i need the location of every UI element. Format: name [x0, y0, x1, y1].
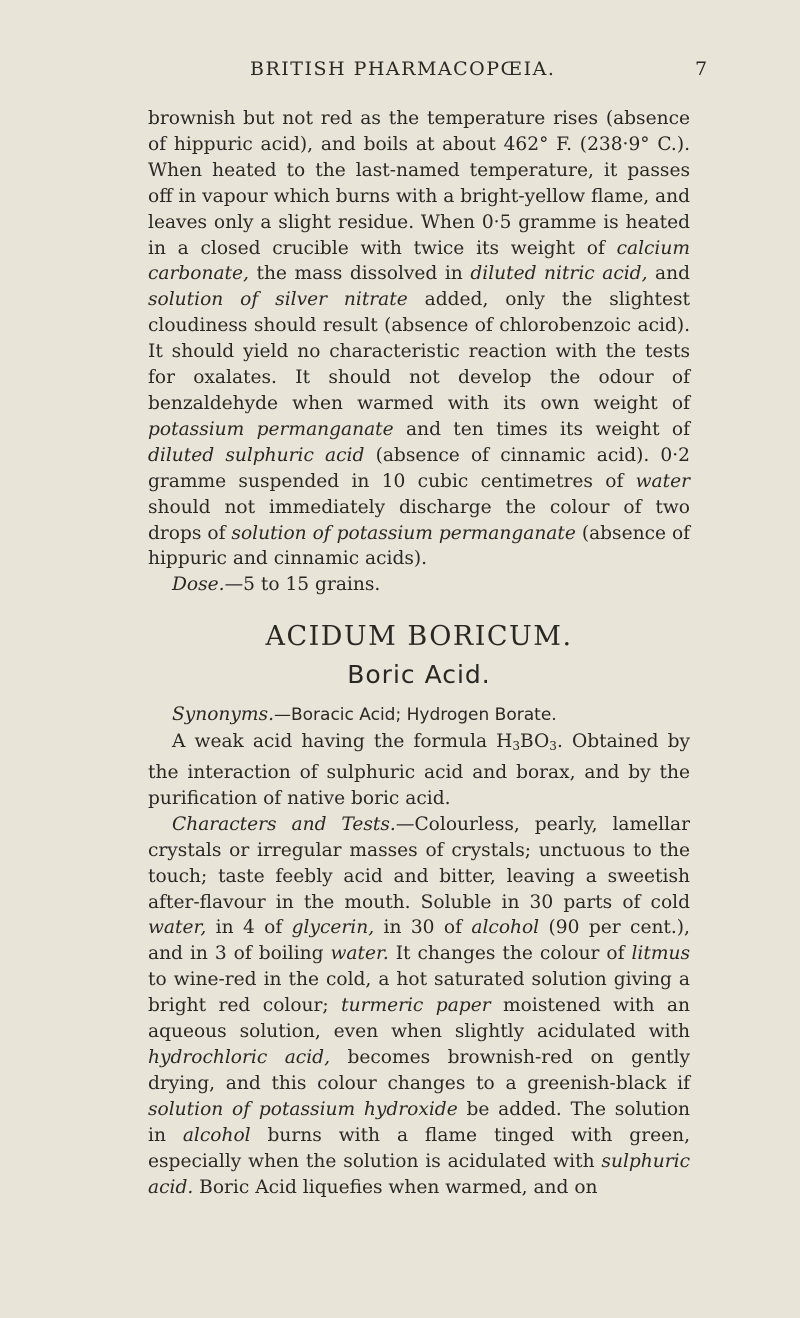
dose-label: Dose.: [172, 574, 225, 596]
monograph-english-title: Boric Acid.: [347, 660, 491, 690]
text-run: (absence of cinnamic acid). 0·2 gramme suspended in 10 cubic centimetres of: [148, 444, 691, 492]
italic-reagent: calcium carbonate,: [148, 237, 690, 285]
paragraph-continued: [148, 106, 690, 572]
italic-reagent: solution of potassium permanganate: [231, 522, 576, 544]
dose-line: [148, 572, 690, 598]
italic-reagent: potassium permanganate: [148, 418, 394, 440]
italic-reagent: water,: [148, 917, 207, 939]
italic-reagent: water: [635, 470, 690, 492]
text-run: burns with a flame tinged with green, especially when the solution is acidulated with: [148, 1124, 690, 1172]
page-body: [148, 106, 690, 1200]
text-run: BO: [520, 731, 550, 753]
characters-tests-paragraph: [148, 812, 690, 1201]
italic-reagent: litmus: [631, 943, 690, 965]
italic-reagent: solution of potassium hydroxide: [148, 1098, 458, 1120]
synonyms-text: —Boracic Acid; Hydrogen Borate.: [273, 705, 557, 726]
text-run: and ten times its weight of: [393, 418, 690, 440]
text-run: Boric Acid liquefies when warmed, and on: [193, 1176, 598, 1198]
text-run: should not immediately discharge the colour of two drops of: [148, 496, 690, 544]
text-run: the mass dissolved in: [248, 263, 471, 285]
text-run: added, only the slightest cloudiness should result (absence of chlorobenzoic acid). It should yield no characteristic reaction with the tests for oxalates. It should not develop the odour of benzaldehyde when warmed with its own weight of: [148, 289, 690, 414]
italic-reagent: alcohol: [471, 917, 540, 939]
text-run: in 30 of: [374, 917, 472, 939]
text-run: moistened with an aqueous solution, even when slightly acidulated with: [148, 995, 690, 1043]
italic-reagent: solution of silver nitrate: [148, 289, 408, 311]
text-run: (90 per cent.), and in 3 of boiling: [148, 917, 690, 965]
subscript: 3: [512, 739, 521, 754]
italic-reagent: water.: [330, 943, 389, 965]
header-title: BRITISH PHARMACOPŒIA.: [250, 58, 556, 80]
text-run: to wine-red in the cold, a hot saturated solution giving a bright red colour;: [148, 969, 690, 1017]
text-run: (absence of hippuric and cinnamic acids).: [148, 522, 691, 570]
monograph-latin-title: ACIDUM BORICUM.: [265, 621, 573, 653]
subscript: 3: [549, 739, 557, 754]
text-run: becomes brownish-red on gently drying, and this colour changes to a greenish-black if: [148, 1047, 690, 1094]
text-run: . Obtained by the interaction of sulphuric acid and borax, and by the purification of native boric acid.: [148, 731, 691, 809]
text-run: —Colourless, pearly, lamellar crystals or irregular masses of crystals; unctuous to the touch; taste feebly acid and bitter, leaving a sweetish after-flavour in the mouth. Soluble in 30 parts of cold: [148, 813, 691, 913]
italic-reagent: diluted nitric acid,: [470, 263, 648, 285]
text-run: It changes the colour of: [388, 943, 632, 965]
italic-reagent: glycerin,: [291, 917, 375, 939]
text-run: A weak acid having the formula H: [172, 731, 513, 753]
section-label: Characters and Tests.: [172, 813, 396, 835]
synonyms-label: Synonyms.: [172, 704, 274, 726]
italic-reagent: diluted sulphuric acid: [148, 444, 365, 466]
page-number: 7: [695, 58, 709, 80]
text-run: brownish but not red as the temperature rises (absence of hippuric acid), and boils at about 462° F. (238·9° C.). When heated to the last-named temperature, it passes off in vapour which burns with a bright-yellow flame, and leaves only a slight residue. When 0·5 gramme is heated in a closed crucible with twice its weight of: [148, 108, 690, 259]
italic-reagent: hydrochloric acid,: [148, 1047, 330, 1068]
description-paragraph: [148, 729, 690, 812]
text-run: be added. The solution in: [148, 1098, 690, 1146]
dose-text: —5 to 15 grains.: [224, 574, 381, 596]
text-run: and: [647, 263, 691, 285]
synonyms-line: [148, 702, 690, 729]
italic-reagent: alcohol: [182, 1124, 251, 1146]
italic-reagent: sulphuric acid.: [148, 1150, 690, 1198]
text-run: in 4 of: [206, 917, 292, 939]
italic-reagent: turmeric paper: [341, 995, 491, 1017]
